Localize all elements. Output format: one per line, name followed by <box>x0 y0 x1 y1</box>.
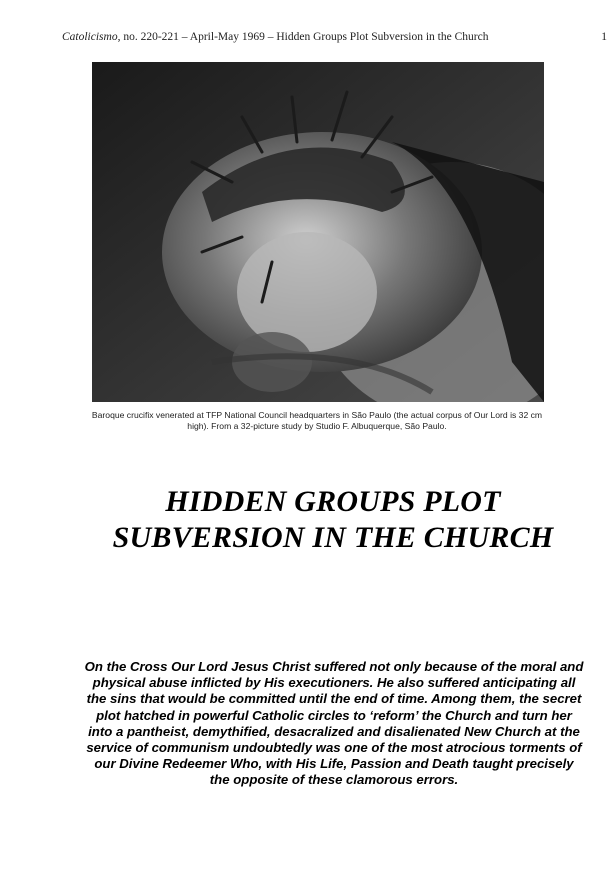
running-header <box>62 30 607 44</box>
photo-caption: Baroque crucifix venerated at TFP National Council headquarters in São Paulo (the actual corpus of Our Lord is 32 cm high). From a 32-picture study by Studio F. Albuquerque, São Paulo. <box>91 410 543 431</box>
issue-info: , no. 220-221 – April-May 1969 – Hidden Groups Plot Subversion in the Church <box>117 31 489 43</box>
crucifix-photo <box>92 62 544 402</box>
article-intro: On the Cross Our Lord Jesus Christ suffered not only because of the moral and physical abuse inflicted by His executioners. He also suffered anticipating all the sins that would be committed until the end of time. Among them, the secret plot hatched in powerful Catholic circles to ‘reform’ the Church and turn her into a pantheist, demythified, desacralized and disalienated New Church at the service of communism undoubtedly was one of the most atrocious torments of our Divine Redeemer Who, with His Life, Passion and Death taught precisely the opposite of these clamorous errors. <box>84 659 584 788</box>
page-number: 1 <box>601 31 607 43</box>
journal-name: Catolicismo <box>62 31 118 43</box>
article-title: HIDDEN GROUPS PLOT SUBVERSION IN THE CHURCH <box>112 485 554 554</box>
